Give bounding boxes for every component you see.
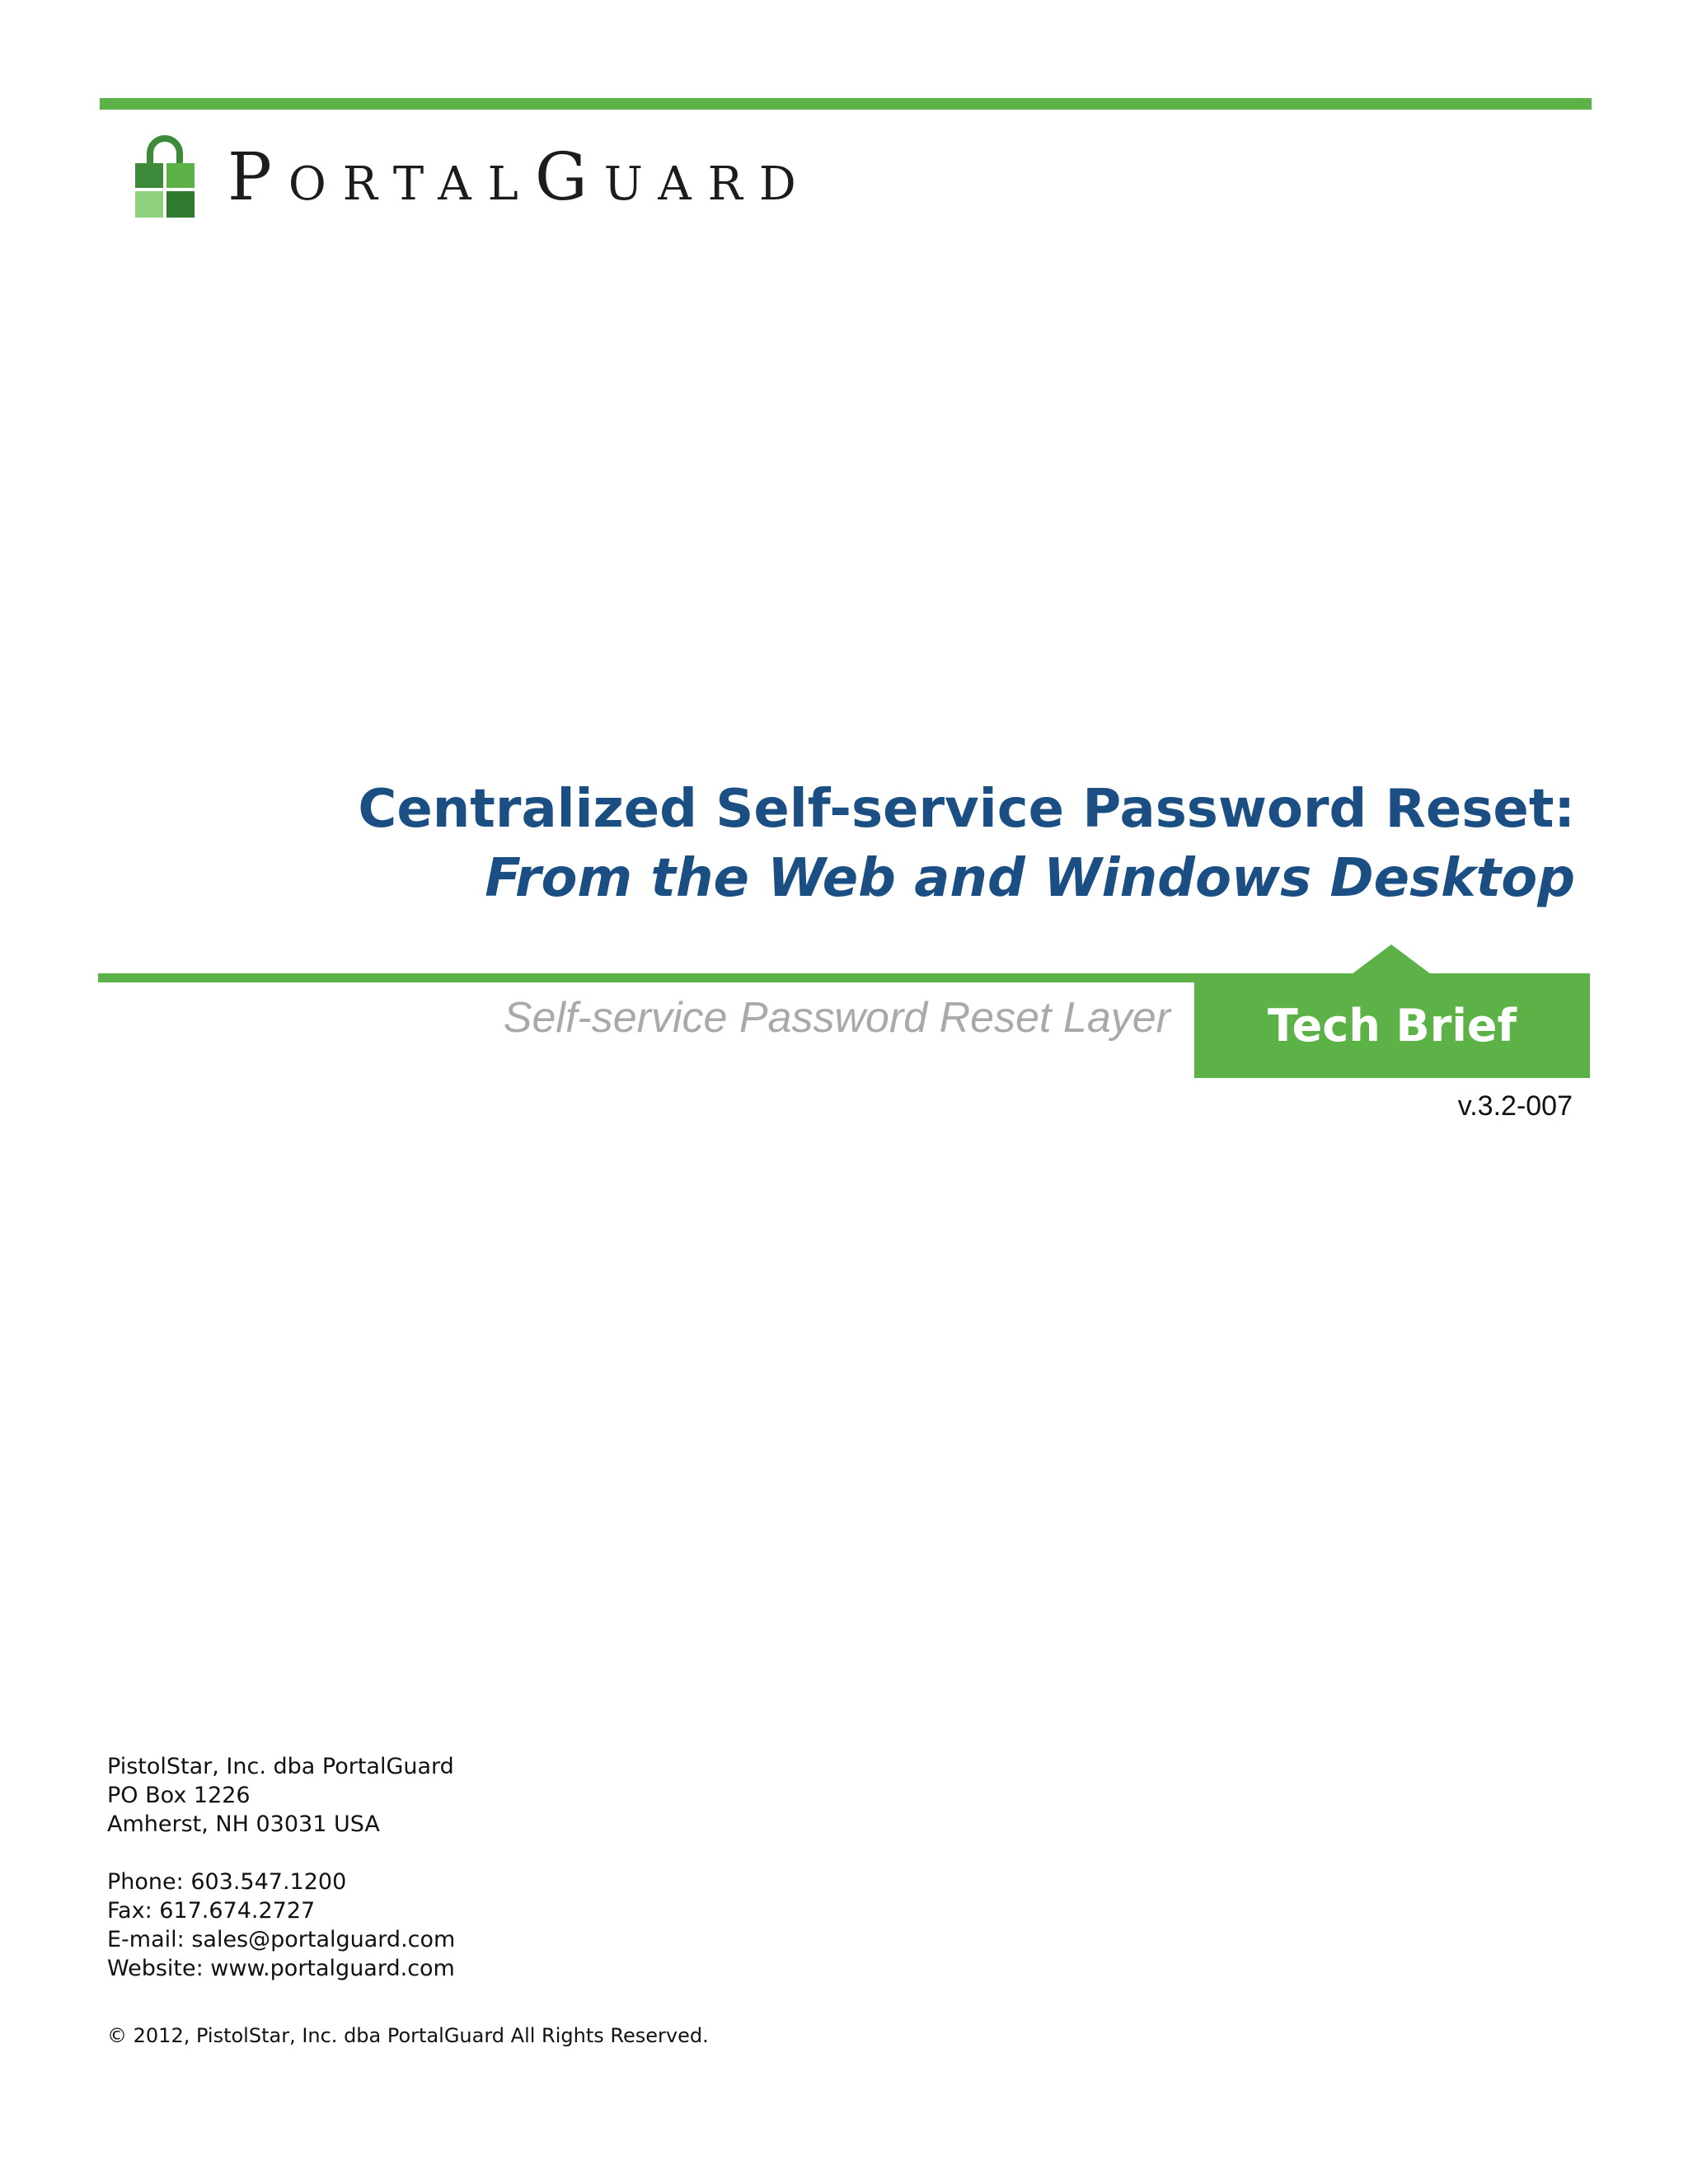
logo-wordmark: PORTALGUARD <box>227 138 813 215</box>
title-line-1: Centralized Self-service Password Reset: <box>358 779 1575 840</box>
padlock-squares-icon <box>132 134 198 221</box>
email-line: E-mail: sales@portalguard.com <box>107 1927 456 1952</box>
portalguard-logo <box>132 132 813 223</box>
spacer <box>107 1839 455 1868</box>
phone-line: Phone: 603.547.1200 <box>107 1869 347 1895</box>
title-line-2: From the Web and Windows Desktop <box>485 848 1575 909</box>
website-line: Website: www.portalguard.com <box>107 1956 455 1981</box>
copyright-notice: © 2012, PistolStar, Inc. dba PortalGuard All Rights Reserved. <box>107 2024 709 2047</box>
fax-line: Fax: 617.674.2727 <box>107 1898 316 1924</box>
top-divider <box>100 98 1592 110</box>
city-line: Amherst, NH 03031 USA <box>107 1811 380 1837</box>
company-name: PistolStar, Inc. dba PortalGuard <box>107 1754 454 1779</box>
badge-notch <box>1352 944 1431 974</box>
document-title <box>358 775 1575 913</box>
po-box: PO Box 1226 <box>107 1783 251 1808</box>
version-label: v.3.2-007 <box>1457 1090 1573 1122</box>
document-subtitle: Self-service Password Reset Layer <box>503 994 1170 1042</box>
tech-brief-label: Tech Brief <box>1268 1000 1517 1052</box>
contact-block <box>107 1752 455 1983</box>
